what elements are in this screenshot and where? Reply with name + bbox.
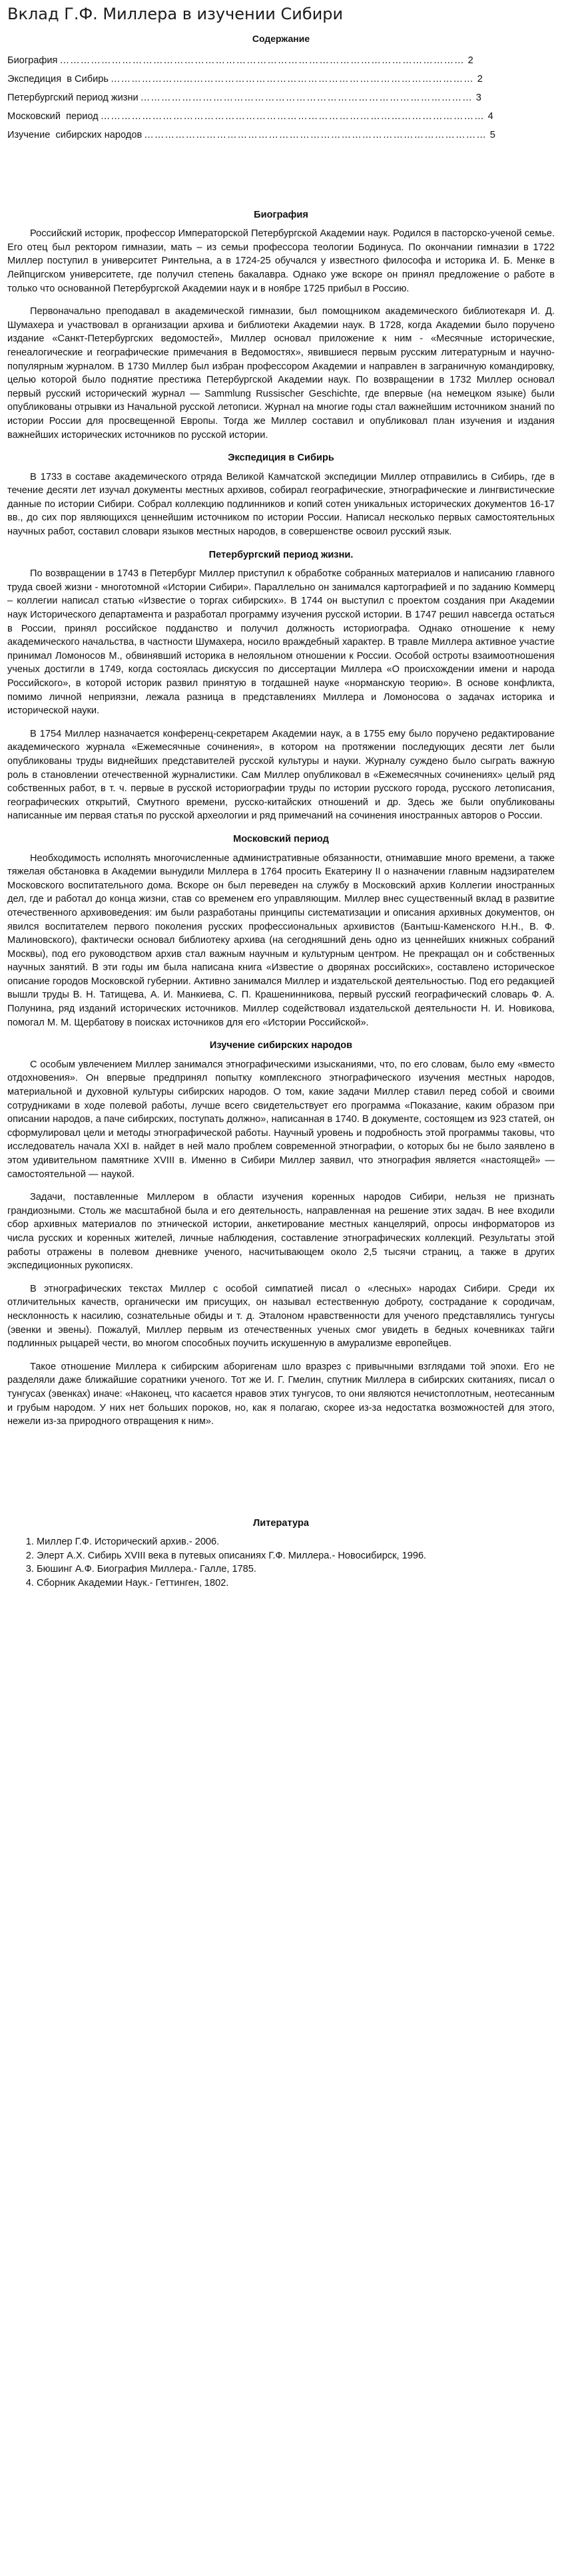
table-of-contents [7, 54, 555, 147]
toc-leader-dots: …………………………………………………………………………………… [140, 92, 473, 103]
literature-item: 2. Элерт А.Х. Сибирь XVIII века в путевых описаниях Г.Ф. Миллера.- Новосибирск, 1996. [37, 1549, 555, 1563]
toc-item-label: Изучение сибирских народов [7, 129, 142, 140]
paragraph: В 1733 в составе академического отряда Великой Камчатской экспедиции Миллер отправились в Сибирь, где в течение десяти лет изучал документы местных архивов, собирал географические, этнографические и лингвистические данные по истории Сибири. Собрал коллекцию подлинников и копий сотен уникальных исторических документов 16-17 вв., до сих пор являющихся ценнейшим источником по истории России. Написал несколько первых самостоятельных научных работ, составил словари языков местных народов, в совершенстве освоил русский язык. [7, 471, 555, 538]
toc-item[interactable] [7, 54, 555, 73]
section-peoples [7, 1039, 555, 1428]
literature-title: Литература [253, 1517, 309, 1529]
toc-heading: Содержание [252, 33, 310, 44]
toc-leader-dots: …………………………………………………………………………………………… [110, 73, 474, 85]
toc-page-number: 5 [489, 129, 495, 140]
toc-page-number: 2 [477, 73, 483, 85]
section-expedition [7, 451, 555, 539]
document-title: Вклад Г.Ф. Миллера в изучении Сибири [7, 5, 344, 23]
section-petersburg [7, 548, 555, 823]
section-title: Московский период [233, 833, 329, 844]
paragraph: Такое отношение Миллера к сибирским аборигенам шло вразрез с привычными взглядами той эпохи. Его не разделяли даже ближайшие соратники ученого. Тот же И. Г. Гмелин, спутник Миллера в сибирских скитаниях, писал о тунгусах (эвенках) иначе: «Наконец, что касается нравов этих тунгусов, то они являются нечистоплотным, неотесанным и грубым народом. У них нет больших пороков, но, как я полагаю, скорее из-за недостатка возможностей для этого, нежели из-за природного отвращения к ним». [7, 1361, 555, 1427]
section-title-suffix: . [350, 549, 354, 560]
literature-item: 1. Миллер Г.Ф. Исторический архив.- 2006. [37, 1535, 555, 1549]
paragraph: Российский историк, профессор Императорской Петербургской Академии наук. Родился в пасторско-ученой семье. Его отец был ректором гимназии, мать – из семьи профессора теологии Бодинуса. По окончании гимназии в 1722 Миллер поступил в университет Ринтельна, а в 1724-25 обучался у известного философа и историка И. Б. Менке в Лейпцигском университете, где получил степень бакалавра. Однако уже вскоре он принял предложение о работе в только что основанной Петербургской Академии наук и в ноябре 1725 прибыл в Россию. [7, 228, 555, 294]
toc-page-number: 2 [467, 55, 473, 66]
toc-item-label: Московский период [7, 110, 99, 122]
toc-page-number: 3 [475, 92, 481, 103]
paragraph: В этнографических текстах Миллер с особой симпатией писал о «лесных» народах Сибири. Среди их отличительных качеств, органически им присущих, он называл естественную доброту, сострадание к сородичам, несклонность к насилию, сознательные обиды и т. д. Эталоном нравственности для ученого представлялись тунгусы (эвенки и эвены). Пожалуй, Миллер первым из отечественных ученых смог увидеть в бедных кочевниках тайги подлинных рыцарей чести, во многом способных поучить искушенную в амурализме европейцев. [7, 1283, 555, 1350]
literature-item: 4. Сборник Академии Наук.- Геттинген, 1802. [37, 1576, 555, 1590]
toc-item[interactable] [7, 128, 555, 147]
toc-item-label: Экспедиция в Сибирь [7, 73, 109, 85]
toc-item-label: Петербургский период жизни [7, 92, 139, 103]
paragraph: С особым увлечением Миллер занимался этнографическими изысканиями, что, по его словам, было ему «вместо отдохновения». Он впервые предпринял попытку комплексного этнографического изучения местных народов, материальной и духовной культуры сибирских народов. О том, какие задачи Миллер ставил перед собой и своими сотрудниками в ходе полевой работы, лучше всего свидетельствует его программа «Показание, каким образом при описании народов, а паче сибирских, поступать должно», написанная в 1740. В документе, состоящем из 923 статей, он сформулировал цели и методы этнографической работы. Научный уровень и подробность этой программы таковы, что исследователь начала XXI в. найдет в ней мало проблем современной этнографии, о которых бы не было заявлено в этом удивительном памятнике XVIII в. Именно в Сибири Миллер заявил, что этнография является «настоящей» — самостоятельной — наукой. [7, 1059, 555, 1180]
literature-list [7, 1535, 555, 1590]
toc-leader-dots: ……………………………………………………………………………………………………… [59, 55, 465, 66]
section-title: Биография [254, 209, 308, 220]
section-title: Петербургский период жизни [208, 549, 351, 560]
toc-item[interactable] [7, 73, 555, 91]
toc-item[interactable] [7, 91, 555, 110]
toc-item[interactable] [7, 110, 555, 128]
toc-page-number: 4 [487, 110, 493, 122]
section-title-wrapper [7, 548, 555, 562]
section-title: Экспедиция в Сибирь [228, 453, 334, 464]
toc-leader-dots: ………………………………………………………………………………………………… [100, 110, 485, 122]
literature-item: 3. Бюшинг А.Ф. Биография Миллера.- Галле, 1785. [37, 1563, 555, 1576]
paragraph: Необходимость исполнять многочисленные административные обязанности, отнимавшие много времени, а также тяжелая обстановка в Академии вынудили Миллера в 1764 просить Екатерину II о назначении главным надзирателем Московского воспитательного дома. Вскоре он был переведен на службу в Московский архив Коллегии иностранных дел, где и работал до конца жизни, став со временем его управляющим. Миллер внес существенный вклад в развитие отечественного архивоведения: им были разработаны принципы систематизации и описания архивных документов, он явился воспитателем первого поколения русских профессиональных архивистов (Бантыш-Каменского Н.Н., В. Ф. Малиновского), фактически основал библиотеку архива (на сегодняшний день одно из ценнейших книжных собраний Москвы), под его руководством архив стал важным научным и культурным центром. Не прекращал он и собственных научных занятий. В эти годы им была написана книга «Известие о дворянах российских», составлено историческое описание городов Московской губернии. Активно занимался Миллер и издательской деятельностью. Под его редакцией вышли труды В. Н. Татищева, А. И. Манкиева, С. П. Крашенинникова, первый русский географический словарь Ф. А. Полунина, ряд изданий исторических источников. Миллер содействовал издательской деятельности Н. И. Новикова, помогал М. М. Щербатову в поисках источников для его «Истории Российской». [7, 852, 555, 1028]
section-title: Изучение сибирских народов [209, 1040, 353, 1051]
section-literature [7, 1517, 555, 1590]
paragraph: Задачи, поставленные Миллером в области изучения коренных народов Сибири, нельзя не признать грандиозными. Столь же масштабной была и его деятельность, направленная на решение этих задач. В нее входили сбор архивных материалов по этнической истории, анкетирование местных канцелярий, опросы информаторов из числа русских и коренных жителей, личные наблюдения, составление этнографических коллекций. Результаты этой работы отражены в полевом дневнике ученого, насчитывающем около 2,5 тысячи страниц, а также в других экспедиционных рукописях. [7, 1192, 555, 1272]
paragraph: Первоначально преподавал в академической гимназии, был помощником академического библиотекаря И. Д. Шумахера и участвовал в организации архива и библиотеки Академии наук. В 1728, когда Академии было поручено издание «Санкт-Петербургских ведомостей», Миллер основал приложение к ним - «Месячные исторические, генеалогические и географические примечания в Ведомостях», явившиеся первым русским литературным и научно-популярным журналом. В 1730 Миллер был избран профессором Академии и направлен в заграничную командировку, целью которой было поднятие престижа Петербургской Академии наук. По возвращении в 1732 Миллер основал первый русский исторический журнал — Sammlung Russischer Geschichte, где впервые (на немецком языке) были опубликованы отрывки из Начальной русской летописи. Журнал на многие годы стал важнейшим источником знаний по истории России для просвещенной Европы. Тогда же Миллер составил и опубликовал план изучения и издания важнейших исторических источников по русской истории. [7, 306, 555, 441]
toc-leader-dots: ……………………………………………………………………………………… [144, 129, 487, 140]
section-moscow [7, 832, 555, 1029]
paragraph: По возвращении в 1743 в Петербург Миллер приступил к обработке собранных материалов и написанию главного труда своей жизни - многотомной «Истории Сибири». Параллельно он занимался картографией и по заданию Коммерц – коллегии написал статью «Известие о торгах сибирских». В 1744 он выступил с проектом создания при Академии наук Исторического департамента и разработал программу изучения русской истории. В 1747 решил навсегда остаться в России, принял российское подданство и получил должность историографа. Однако отношение к нему академического начальства, в частности Шумахера, носило враждебный характер. В травле Миллера активное участие принимал Ломоносов М., обвинявший историка в нелояльном отношении к России. Особой остроты взаимоотношения ученых достигли в 1749, когда состоялась дискуссия по диссертации Миллера «О происхождении имени и народа Российского», в которой историк развил принятую в тогдашней науке «норманскую теорию». В основе конфликта, помимо личной неприязни, лежала разница в представлениях Миллера и Ломоносова о задачах историка и исторической науки. [7, 568, 555, 717]
toc-item-label: Биография [7, 55, 58, 66]
section-biography [7, 208, 555, 443]
paragraph: В 1754 Миллер назначается конференц-секретарем Академии наук, а в 1755 ему было поручено редактирование академического журнала «Ежемесячные сочинения», в котором на протяжении последующих десяти лет были опубликованы труды виднейших представителей русской культуры и науки. Журналу суждено было сыграть важную роль в становлении отечественной журналистики. Сам Миллер опубликовал в «Ежемесячных сочинениях» целый ряд собственных работ, в т. ч. первые в русской историографии труды по истории русского города, русского летописания, географических открытий, Смутного времени, русско-китайских отношений и др. Здесь же были опубликованы написанные им первая статья по русской археологии и ряд примечаний на сочинения иностранных авторов о России. [7, 728, 555, 822]
